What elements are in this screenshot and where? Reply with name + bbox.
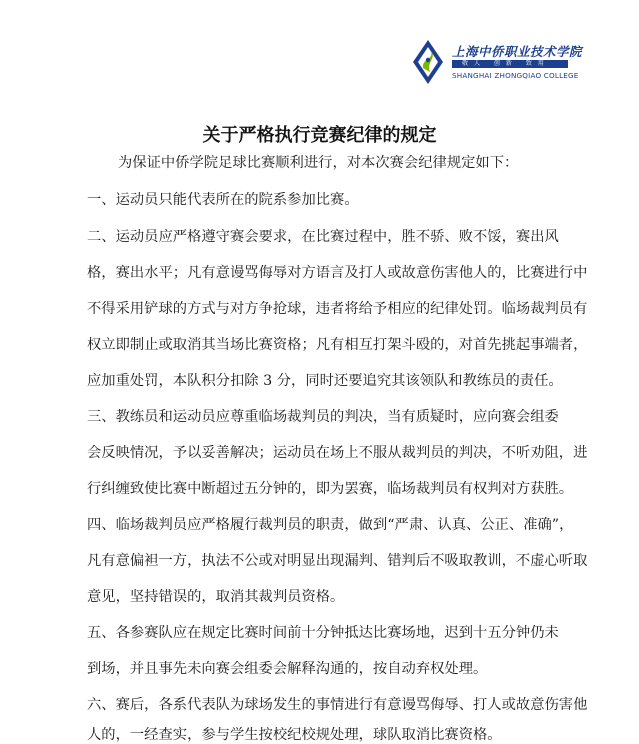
- logo-english-name: SHANGHAI ZHONGQIAO COLLEGE: [452, 71, 579, 80]
- text-line: 二、运动员应严格遵守赛会要求，在比赛过程中，胜不骄、败不馁，赛出风: [87, 229, 559, 245]
- college-emblem-icon: [410, 38, 446, 86]
- text-line: 一、运动员只能代表所在的院系参加比赛。: [87, 192, 359, 208]
- text-line: 人的，一经查实，参与学生按校纪校规处理，球队取消比赛资格。: [87, 727, 502, 743]
- text-line: 凡有意偏袒一方，执法不公或对明显出现漏判、错判后不吸取教训，不虚心听取: [87, 553, 588, 569]
- college-logo: [410, 38, 583, 88]
- text-line: 四、临场裁判员应严格履行裁判员的职责，做到“严肃、认真、公正、准确”，: [87, 517, 574, 533]
- text-line: 应加重处罚，本队积分扣除 3 分，同时还要追究其该领队和教练员的责任。: [87, 373, 563, 389]
- logo-banner: [452, 60, 568, 68]
- text-line: 不得采用铲球的方式与对方争抢球，违者将给予相应的纪律处罚。临场裁判员有: [87, 301, 588, 317]
- text-line: 行纠缠致使比赛中断超过五分钟的，即为罢赛，临场裁判员有权判对方获胜。: [87, 481, 574, 497]
- text-line: 三、教练员和运动员应尊重临场裁判员的判决，当有质疑时，应向赛会组委: [87, 409, 559, 425]
- text-line: 到场，并且事先未向赛会组委会解释沟通的，按自动弃权处理。: [87, 661, 488, 677]
- logo-chinese-name: 上海中侨职业技术学院: [452, 44, 583, 59]
- text-line: 权立即制止或取消其当场比赛资格；凡有相互打架斗殴的，对首先挑起事端者，: [87, 337, 588, 353]
- text-line: 为保证中侨学院足球比赛顺利进行，对本次赛会纪律规定如下：: [118, 155, 519, 171]
- text-line: 会反映情况，予以妥善解决；运动员在场上不服从裁判员的判决，不听劝阻，进: [87, 445, 588, 461]
- logo-banner-text: 敬人 创新 致用: [462, 60, 550, 67]
- document-title: 关于严格执行竞赛纪律的规定: [202, 125, 437, 146]
- text-line: 五、各参赛队应在规定比赛时间前十分钟抵达比赛场地，迟到十五分钟仍未: [87, 625, 559, 641]
- text-line: 六、赛后，各系代表队为球场发生的事情进行有意谩骂侮辱、打人或故意伤害他: [87, 697, 588, 713]
- text-line: 格，赛出水平；凡有意谩骂侮辱对方语言及打人或故意伤害他人的，比赛进行中: [87, 265, 588, 281]
- text-line: 意见，坚持错误的，取消其裁判员资格。: [87, 589, 345, 605]
